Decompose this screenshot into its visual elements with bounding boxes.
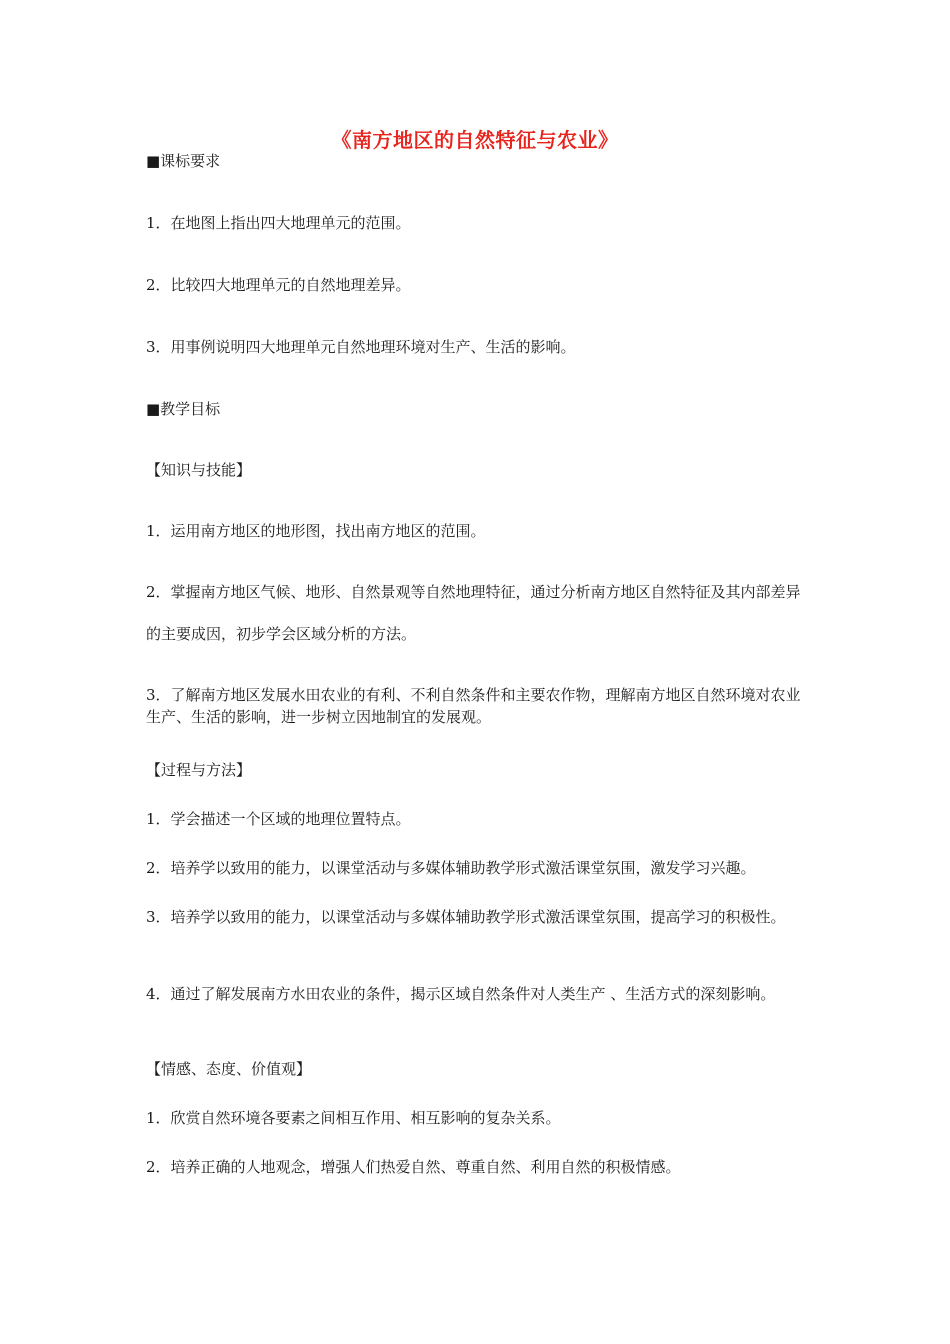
process-heading: 【过程与方法】 — [146, 761, 252, 779]
knowledge-item-2: 2．掌握南方地区气候、地形、自然景观等自然地理特征，通过分析南方地区自然特征及其内部差异的主要成因，初步学会区域分析的方法。 — [146, 583, 801, 643]
emotion-item-1: 1．欣赏自然环境各要素之间相互作用、相互影响的复杂关系。 — [146, 1109, 561, 1127]
curriculum-item-2: 2．比较四大地理单元的自然地理差异。 — [146, 276, 411, 294]
emotion-item-2: 2．培养正确的人地观念，增强人们热爱自然、尊重自然、利用自然的积极情感。 — [146, 1158, 681, 1176]
goals-heading: ■教学目标 — [146, 400, 221, 418]
knowledge-item-3: 3．了解南方地区发展水田农业的有利、不利自然条件和主要农作物，理解南方地区自然环境对农业生产、生活的影响，进一步树立因地制宜的发展观。 — [146, 686, 801, 726]
page-title: 《南方地区的自然特征与农业》 — [331, 128, 619, 152]
process-item-3: 3．培养学以致用的能力，以课堂活动与多媒体辅助教学形式激活课堂氛围，提高学习的积极性。 — [146, 908, 786, 926]
knowledge-item-1: 1．运用南方地区的地形图，找出南方地区的范围。 — [146, 522, 486, 540]
process-item-1: 1．学会描述一个区域的地理位置特点。 — [146, 810, 411, 828]
emotion-heading: 【情感、态度、价值观】 — [146, 1060, 312, 1078]
process-item-2: 2．培养学以致用的能力，以课堂活动与多媒体辅助教学形式激活课堂氛围，激发学习兴趣。 — [146, 859, 756, 877]
process-item-4: 4．通过了解发展南方水田农业的条件，揭示区域自然条件对人类生产 、生活方式的深刻影响。 — [146, 985, 776, 1003]
curriculum-item-3: 3．用事例说明四大地理单元自然地理环境对生产、生活的影响。 — [146, 338, 576, 356]
curriculum-item-1: 1．在地图上指出四大地理单元的范围。 — [146, 214, 411, 232]
curriculum-heading: ■课标要求 — [146, 152, 221, 170]
knowledge-heading: 【知识与技能】 — [146, 461, 252, 479]
